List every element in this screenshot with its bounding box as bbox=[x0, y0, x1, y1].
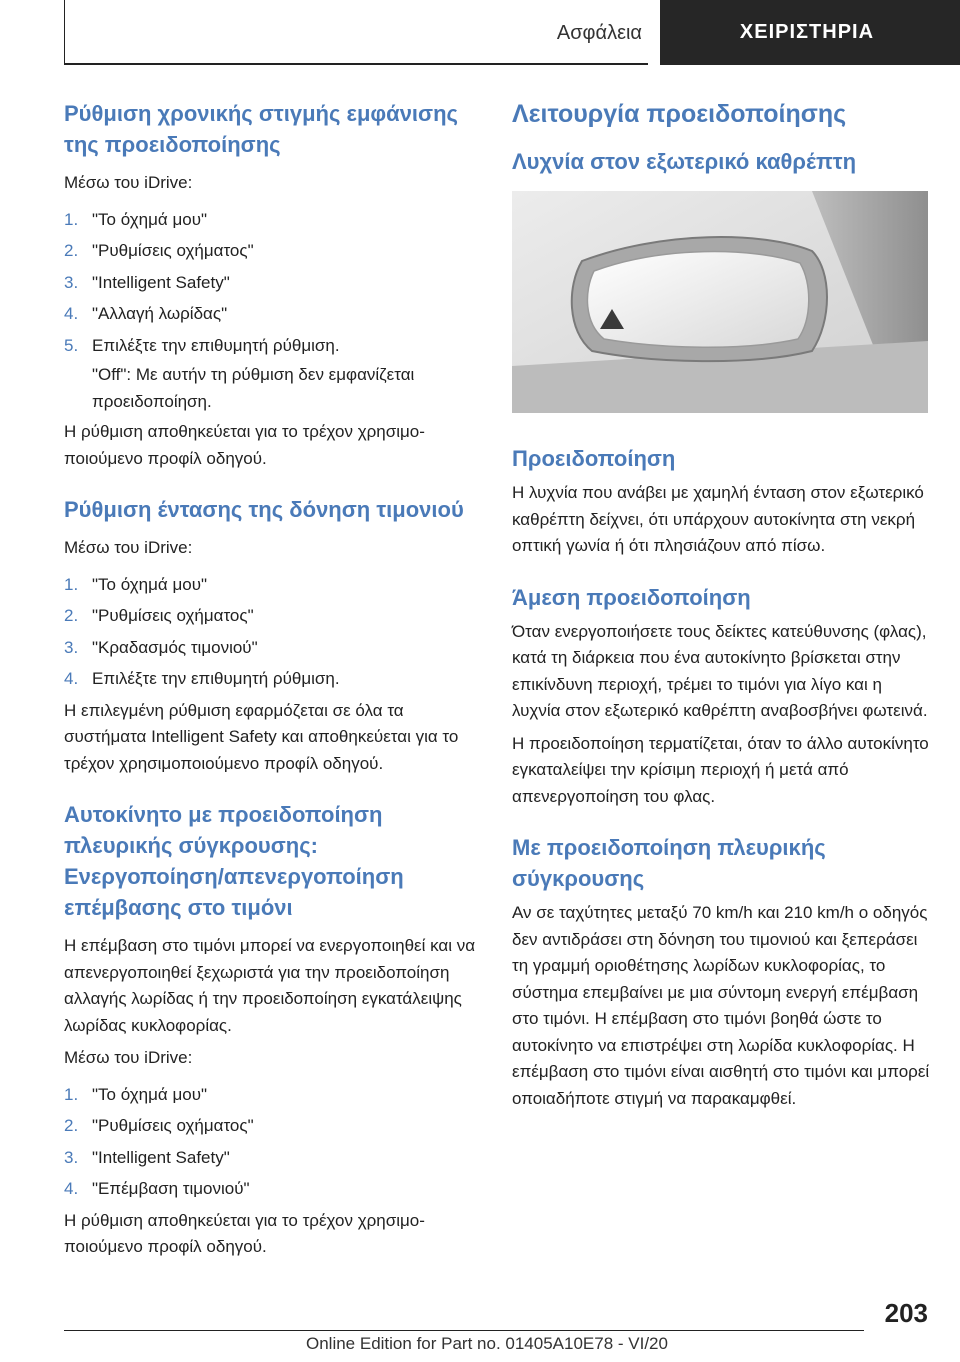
list-item bbox=[64, 333, 482, 360]
step-number: 4. bbox=[64, 304, 79, 323]
steps-list-intervention bbox=[64, 1082, 482, 1203]
step-number: 5. bbox=[64, 335, 79, 355]
step-text: "Intelligent Safety" bbox=[92, 272, 230, 292]
list-item bbox=[64, 1176, 482, 1203]
step-text: Επιλέξτε την επιθυμητή ρύθμιση. bbox=[92, 669, 340, 688]
profile-note: Η ρύθμιση αποθηκεύεται για το τρέχον χρησιμοποιούμενο προφίλ οδηγού. bbox=[64, 422, 425, 468]
body-text: Η προειδοποίηση τερματίζεται, όταν το άλλο αυτοκίνητο εγκαταλείψει την κρίσιμη περιοχή ή μετά από απενεργοποίηση του φλας. bbox=[512, 733, 929, 806]
list-item bbox=[64, 301, 482, 328]
step-number: 2. bbox=[64, 241, 79, 260]
step-number: 4. bbox=[64, 1179, 79, 1198]
body-text: Όταν ενεργοποιήσετε τους δείκτες κατεύθυνσης (φλας), κατά τη διάρκεια που ένα αυτοκίνητο βρίσκεται στην επικίνδυνη περιοχή, τρέμει το τιμόνι για λίγο και η λυχνία στον εξωτερικό καθρέπτη αναβοσβήνει φωτεινά. bbox=[512, 621, 928, 720]
left-column bbox=[64, 98, 482, 1261]
page-number: 203 bbox=[884, 1298, 928, 1328]
list-item bbox=[64, 270, 482, 297]
step-text: "Το όχημά μου" bbox=[92, 574, 208, 594]
side-mirror-illustration bbox=[512, 191, 928, 413]
list-item bbox=[64, 666, 482, 693]
step-number: 1. bbox=[64, 1084, 79, 1104]
profile-note: Η ρύθμιση αποθηκεύεται για το τρέχον χρησιμοποιούμενο προφίλ οδηγού. bbox=[64, 1210, 425, 1256]
steps-list-timing bbox=[64, 207, 482, 360]
section-title-vibration: Ρύθμιση έντασης της δόνηση τιμονιού bbox=[64, 497, 464, 522]
main-title: Λειτουργία προειδοποίησης bbox=[512, 100, 847, 128]
step-number: 3. bbox=[64, 637, 79, 657]
step-text: "Intelligent Safety" bbox=[92, 1147, 230, 1167]
step-number: 1. bbox=[64, 209, 79, 229]
step-text: Επιλέξτε την επιθυμητή ρύθμιση. bbox=[92, 335, 340, 355]
list-item bbox=[64, 572, 482, 599]
header-chapter-label: ΧΕΙΡΙΣΤΗΡΙΑ bbox=[739, 21, 875, 43]
sub-title: Λυχνία στον εξωτερικό καθρέπτη bbox=[512, 149, 857, 174]
step-text: "Ρυθμίσεις οχήματος" bbox=[92, 1116, 254, 1135]
list-item bbox=[64, 1113, 482, 1140]
section-title-immediate-warning: Άμεση προειδοποίηση bbox=[512, 584, 751, 610]
step-number: 2. bbox=[64, 1116, 79, 1135]
step-number: 2. bbox=[64, 606, 79, 625]
steps-list-vibration bbox=[64, 572, 482, 693]
step-text: "Ρυθμίσεις οχήματος" bbox=[92, 241, 254, 260]
list-item bbox=[64, 1145, 482, 1172]
step-note: "Off": Με αυτήν τη ρύθμιση δεν εμφανίζεται προειδοποίηση. bbox=[92, 365, 415, 411]
list-item bbox=[64, 1082, 482, 1109]
body-text: Αν σε ταχύτητες μεταξύ 70 km/h και 210 km/h ο οδηγός δεν αντιδράσει στη δόνηση του τιμονιού και ξεπεράσει τη γραμμή οριοθέτησης λωρίδων κυκλοφορίας, το σύστημα επεμβαίνει με μια σύντομη ενεργή επέμβαση στο τιμόνι. Η επέμβαση στο τιμόνι βοηθά ώστε το αυτοκίνητο να επιστρέψει στη λωρίδα κυκλοφορίας. Η επέμβαση στο τιμόνι είναι αισθητή στο τιμόνι και μπορεί οποιαδήποτε στιγμή να παρακαμφθεί. bbox=[512, 903, 930, 1108]
intro-text: Μέσω του iDrive: bbox=[64, 173, 193, 192]
step-number: 4. bbox=[64, 669, 79, 688]
footer-edition: Online Edition for Part no. 01405A10E78 - VI/20 bbox=[306, 1334, 668, 1353]
list-item bbox=[64, 207, 482, 234]
list-item bbox=[64, 603, 482, 630]
list-item bbox=[64, 635, 482, 662]
right-column bbox=[512, 98, 930, 1112]
section-title-steering-intervention: Αυτοκίνητο με προειδοποίηση πλευρικής σύγκρουσης: Ενεργοποίηση/απενεργοποίηση επέμβασης στο τιμόνι bbox=[64, 802, 404, 920]
step-number: 1. bbox=[64, 574, 79, 594]
footer-rule bbox=[64, 1330, 864, 1331]
mirror-glass bbox=[587, 252, 808, 348]
step-text: "Κραδασμός τιμονιού" bbox=[92, 637, 258, 657]
profile-note: Η επιλεγμένη ρύθμιση εφαρμόζεται σε όλα τα συστήματα Intelligent Safety και αποθηκεύεται για το τρέχον χρησιμοποιούμενο προφίλ οδηγού. bbox=[64, 700, 459, 773]
step-text: "Αλλαγή λωρίδας" bbox=[92, 304, 228, 323]
header-chapter-tab[interactable] bbox=[660, 0, 960, 65]
list-item bbox=[64, 238, 482, 265]
section-title-warning: Προειδοποίηση bbox=[512, 446, 676, 471]
step-number: 3. bbox=[64, 272, 79, 292]
intro-text: Μέσω του iDrive: bbox=[64, 1048, 193, 1067]
step-text: "Ρυθμίσεις οχήματος" bbox=[92, 606, 254, 625]
header-rule-bottom bbox=[64, 63, 648, 65]
step-number: 3. bbox=[64, 1147, 79, 1167]
step-text: "Το όχημά μου" bbox=[92, 209, 208, 229]
section-title-side-collision: Με προειδοποίηση πλευρικής σύγκρουσης bbox=[512, 835, 826, 891]
header-rule-left bbox=[64, 0, 65, 64]
header-section-label: Ασφάλεια bbox=[556, 22, 642, 44]
intro-text: Μέσω του iDrive: bbox=[64, 538, 193, 557]
body-text: Η λυχνία που ανάβει με χαμηλή ένταση στον εξωτερικό καθρέπτη δείχνει, ότι υπάρχουν αυτοκίνητα στη νεκρή οπτική γωνία ή ότι πλησιάζουν από πίσω. bbox=[512, 483, 924, 555]
body-text: Η επέμβαση στο τιμόνι μπορεί να ενεργοποιηθεί και να απενεργοποιηθεί ξεχωριστά για την προειδοποίηση αλλαγής λωρίδας ή την προειδοποίηση εγκατάλειψης λωρίδας κυκλοφορίας. bbox=[64, 936, 476, 1035]
step-text: "Το όχημά μου" bbox=[92, 1084, 208, 1104]
section-title-timing: Ρύθμιση χρονικής στιγμής εμφάνισης της προειδοποίησης bbox=[64, 101, 458, 157]
step-text: "Επέμβαση τιμονιού" bbox=[92, 1179, 250, 1198]
